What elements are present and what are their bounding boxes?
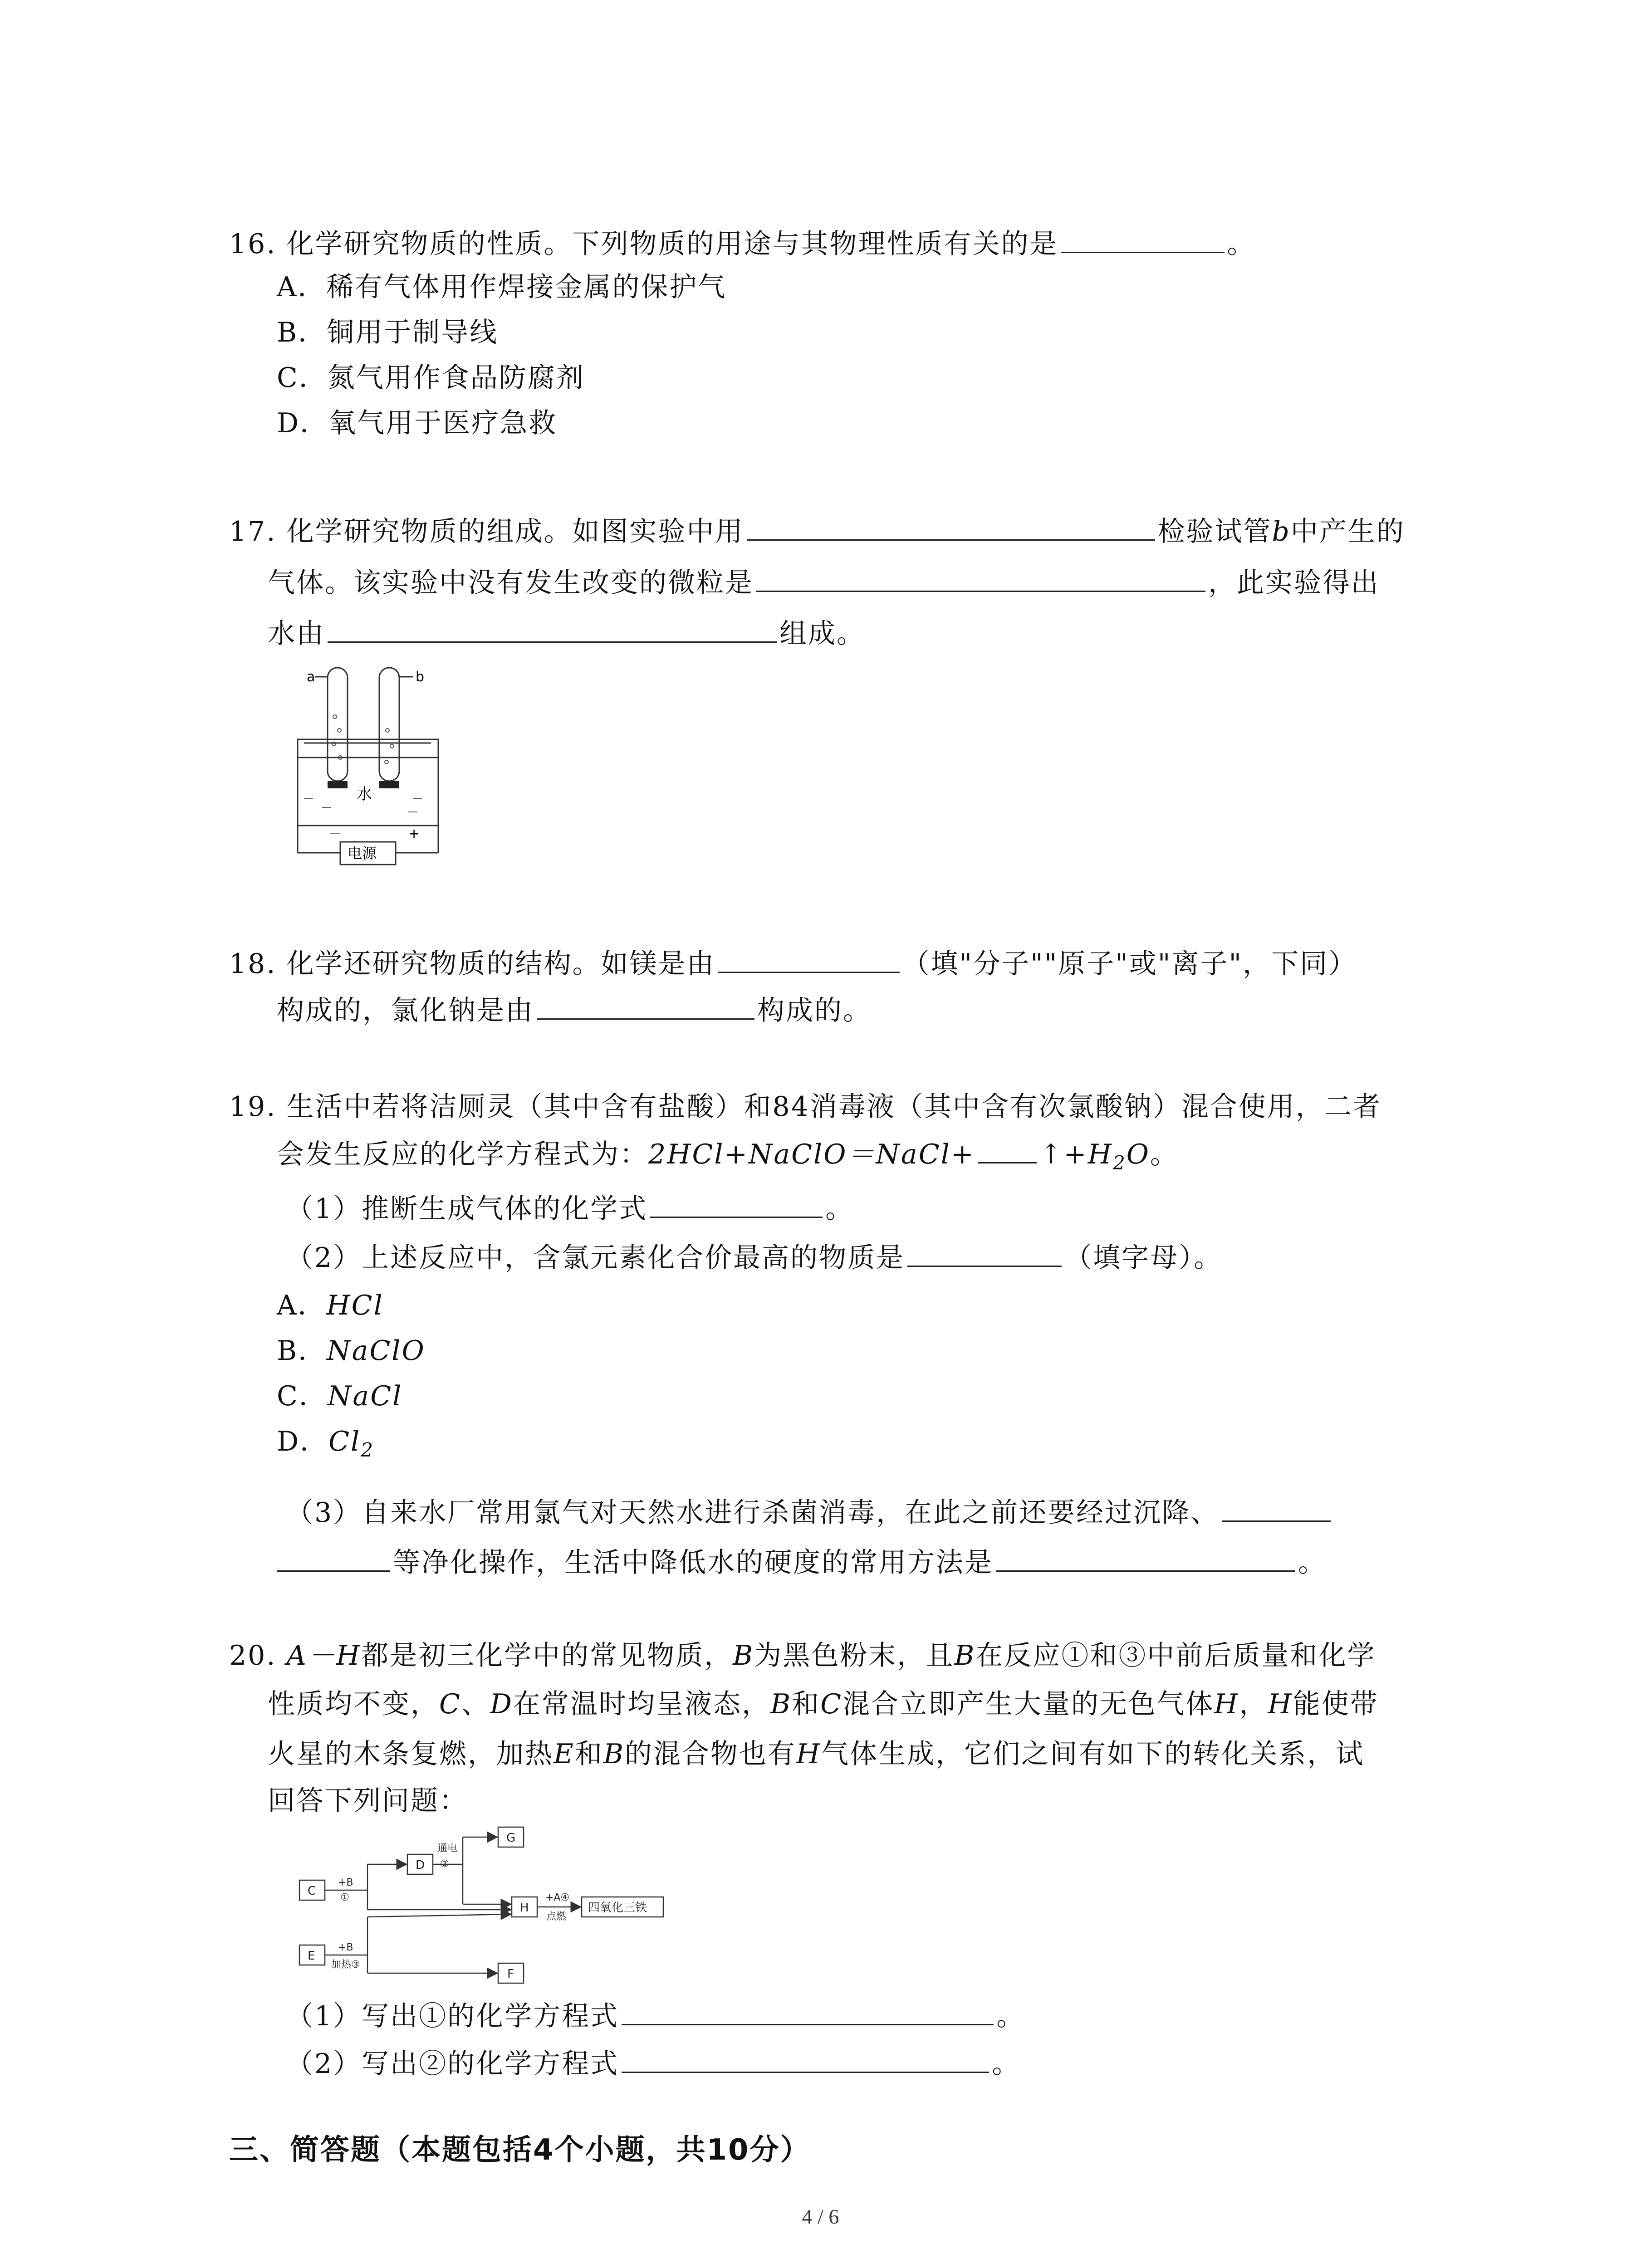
- q20-equation-1-blank[interactable]: [622, 1996, 994, 2025]
- q19-purify-blank-1[interactable]: [1222, 1492, 1331, 1522]
- q16-answer-blank[interactable]: [1061, 224, 1225, 253]
- q19-part-2-b: （填字母）。: [1064, 1242, 1223, 1274]
- tube-b-label: b: [416, 669, 425, 685]
- section-3-heading: 三、简答题（本题包括4个小题，共10分）: [229, 2133, 811, 2167]
- power-source-label: 电源: [348, 845, 377, 862]
- q20-l2-i: 混合立即产生大量的无色气体: [843, 1688, 1215, 1720]
- q19-line-1: 19. 生活中若将洁厕灵（其中含有盐酸）和84消毒液（其中含有次氯酸钠）混合使用，二者: [229, 1091, 1381, 1123]
- reaction-1-label: ①: [340, 1892, 349, 1903]
- q20-l1-d: B: [733, 1640, 754, 1672]
- q19-option-d-subscript: 2: [361, 1439, 374, 1461]
- q20-l3-g: 气体生成，它们之间有如下的转化关系，试: [821, 1738, 1365, 1770]
- q19-option-d: [277, 1423, 374, 1468]
- q19-part-3-a: （3）自来水厂常用氯气对天然水进行杀菌消毒，在此之前还要经过沉降、: [286, 1497, 1220, 1529]
- q17-line-1-b: 检验试管: [1157, 516, 1272, 547]
- negative-terminal-label: －: [328, 826, 342, 842]
- q19-option-b-letter: B．: [277, 1335, 327, 1367]
- q18-line-1-a: 18. 化学还研究物质的结构。如镁是由: [229, 948, 715, 980]
- q19-line-2-a: 会发生反应的化学方程式为：: [277, 1139, 648, 1170]
- q20-line-4: 回答下列问题：: [268, 1785, 468, 1817]
- q17-tube-b: b: [1272, 516, 1291, 547]
- q19-part-2-a: （2）上述反应中，含氯元素化合价最高的物质是: [286, 1242, 905, 1274]
- q16-option-a: A．稀有气体用作焊接金属的保护气: [277, 271, 727, 303]
- q19-equation-right: ↑+H: [1039, 1139, 1113, 1170]
- q19-part-1-a: （1）推断生成气体的化学式: [286, 1193, 648, 1225]
- q20-l2-a: 性质均不变，: [268, 1688, 439, 1720]
- q20-part-1-b: 。: [996, 2000, 1025, 2032]
- q17-line-3-a: 水由: [268, 618, 325, 650]
- water-label: 水: [357, 785, 372, 803]
- q20-part-2-b: 。: [992, 2048, 1021, 2080]
- q19-gas-blank[interactable]: [978, 1134, 1037, 1163]
- reaction-2-label: ②: [440, 1858, 449, 1870]
- q20-l3-d: B: [603, 1738, 625, 1770]
- q20-l2-e: 在常温时均呈液态，: [513, 1688, 771, 1720]
- q19-equation-end: 。: [1150, 1139, 1179, 1170]
- node-e-label: E: [308, 1949, 315, 1963]
- q19-option-c-letter: C．: [277, 1380, 328, 1412]
- q20-l2-g: 和: [792, 1688, 821, 1720]
- q20-l1-a: 20.: [229, 1640, 287, 1672]
- q16-stem-end: 。: [1227, 228, 1256, 260]
- q17-line-2-b: ，此实验得出: [1208, 567, 1380, 599]
- q20-l2-f: B: [770, 1688, 792, 1720]
- q17-line-3: [268, 613, 865, 652]
- q19-part-3-b: 等净化操作，生活中降低水的硬度的常用方法是: [393, 1547, 993, 1579]
- electrode-a: [328, 781, 348, 788]
- q19-option-a-letter: A．: [277, 1290, 327, 1321]
- q20-l3-c: 和: [574, 1738, 603, 1770]
- node-f-label: F: [507, 1967, 514, 1981]
- q19-part-3-line-1: [286, 1492, 1333, 1531]
- q20-l1-c: 都是初三化学中的常见物质，: [361, 1640, 733, 1672]
- q19-line-2: [277, 1134, 1179, 1181]
- electrolysis-label: 通电: [437, 1843, 458, 1854]
- q20-equation-2-blank[interactable]: [622, 2043, 989, 2073]
- q19-highest-valence-blank[interactable]: [907, 1237, 1062, 1267]
- q20-l2-m: 能使带: [1293, 1688, 1379, 1720]
- q19-equation-o: O: [1126, 1139, 1150, 1170]
- q20-l2-j: H: [1214, 1688, 1239, 1720]
- q16-stem-text: 16. 化学研究物质的性质。下列物质的用途与其物理性质有关的是: [229, 228, 1058, 260]
- q16-option-c: C．氮气用作食品防腐剂: [277, 362, 585, 394]
- q20-line-2: [268, 1686, 1379, 1722]
- q18-line-1: [229, 943, 1357, 982]
- q17-reagent-blank[interactable]: [747, 511, 1155, 541]
- q17-line-1-d: 中产生的: [1290, 516, 1405, 547]
- q20-l2-h: C: [820, 1688, 843, 1720]
- q20-l2-b: C: [439, 1688, 461, 1720]
- node-g-label: G: [506, 1831, 516, 1845]
- q17-line-2-a: 气体。该实验中没有发生改变的微粒是: [268, 567, 754, 599]
- q20-part-1-a: （1）写出①的化学方程式: [286, 2000, 619, 2032]
- q20-line-1: [229, 1637, 1376, 1674]
- q20-part-1: [286, 1996, 1025, 2034]
- q20-part-2-a: （2）写出②的化学方程式: [286, 2048, 619, 2080]
- q19-formula-blank[interactable]: [650, 1188, 823, 1218]
- q19-option-d-text: Cl: [328, 1426, 361, 1457]
- q16-stem: [229, 224, 1256, 262]
- q17-particle-blank[interactable]: [756, 562, 1205, 592]
- q17-composition-blank[interactable]: [328, 613, 777, 643]
- q18-line-2-b: 构成的。: [757, 995, 872, 1026]
- reaction-3-label: 加热③: [331, 1959, 360, 1970]
- positive-terminal-label: +: [408, 826, 420, 842]
- q19-option-c-text: NaCl: [327, 1380, 403, 1412]
- node-d-label: D: [416, 1858, 425, 1872]
- q17-line-2: [268, 562, 1380, 601]
- q18-line-2-a: 构成的，氯化钠是由: [277, 995, 534, 1026]
- node-h-label: H: [520, 1901, 529, 1915]
- q20-l2-l: H: [1268, 1688, 1293, 1720]
- q20-l1-f: B: [954, 1640, 976, 1672]
- q19-part-3-c: 。: [1298, 1547, 1327, 1579]
- q18-nacl-blank[interactable]: [537, 990, 754, 1020]
- h-reagent-label: +A④: [545, 1892, 570, 1903]
- q20-line-3: [268, 1736, 1364, 1772]
- q20-l1-e: 为黑色粉末，且: [754, 1640, 955, 1672]
- ignite-label: 点燃: [546, 1911, 567, 1922]
- q18-magnesium-blank[interactable]: [718, 943, 900, 973]
- q19-part-3-line-2: [277, 1542, 1327, 1581]
- q19-option-b: [277, 1333, 426, 1369]
- q19-option-a: [277, 1287, 384, 1324]
- tube-a-label: a: [307, 669, 315, 685]
- q18-line-2: [277, 990, 872, 1029]
- q17-line-1: [229, 511, 1405, 550]
- q19-part-1: [286, 1188, 854, 1227]
- c-reagent-label: +B: [338, 1877, 353, 1888]
- q19-part-2: [286, 1237, 1222, 1276]
- q20-l1-g: 在反应①和③中前后质量和化学: [975, 1640, 1376, 1672]
- q19-equation-subscript: 2: [1112, 1152, 1127, 1174]
- electrolysis-apparatus-figure: [277, 662, 458, 871]
- node-c-label: C: [308, 1884, 316, 1898]
- node-product-label: 四氧化三铁: [588, 1901, 647, 1915]
- electrode-b: [379, 781, 399, 788]
- q20-part-2: [286, 2043, 1020, 2082]
- q20-l3-b: E: [554, 1738, 575, 1770]
- q19-softening-blank[interactable]: [996, 1542, 1295, 1572]
- q17-line-3-b: 组成。: [779, 618, 865, 650]
- q20-l3-e: 的混合物也有: [624, 1738, 796, 1770]
- q20-l3-f: H: [796, 1738, 822, 1770]
- page-number: 4 / 6: [802, 2205, 839, 2228]
- q20-l2-k: ，: [1239, 1688, 1268, 1720]
- q19-option-d-letter: D．: [277, 1426, 329, 1457]
- test-tube-b: [379, 668, 399, 781]
- e-reagent-label: +B: [338, 1942, 353, 1953]
- q19-option-c: [277, 1378, 402, 1414]
- q20-l3-a: 火星的木条复燃，加热: [268, 1738, 554, 1770]
- q20-l2-c: 、: [461, 1688, 490, 1720]
- q17-line-1-a: 17. 化学研究物质的组成。如图实验中用: [229, 516, 744, 547]
- test-tube-a: [328, 668, 348, 781]
- q19-option-b-text: NaClO: [327, 1335, 426, 1367]
- q19-equation-left: 2HCl+NaClO＝NaCl+: [648, 1139, 975, 1170]
- q20-l2-d: D: [490, 1688, 514, 1720]
- q19-part-1-b: 。: [825, 1193, 854, 1225]
- q19-option-a-text: HCl: [326, 1290, 384, 1321]
- q19-purify-blank-2[interactable]: [277, 1542, 390, 1572]
- q20-l1-b: A－H: [286, 1640, 362, 1672]
- q16-option-d: D．氧气用于医疗急救: [277, 407, 558, 439]
- conversion-diagram: [290, 1823, 690, 1991]
- q16-option-b: B．铜用于制导线: [277, 317, 499, 348]
- q18-line-1-b: （填"分子""原子"或"离子"，下同）: [902, 948, 1357, 980]
- water-trough: [298, 739, 438, 826]
